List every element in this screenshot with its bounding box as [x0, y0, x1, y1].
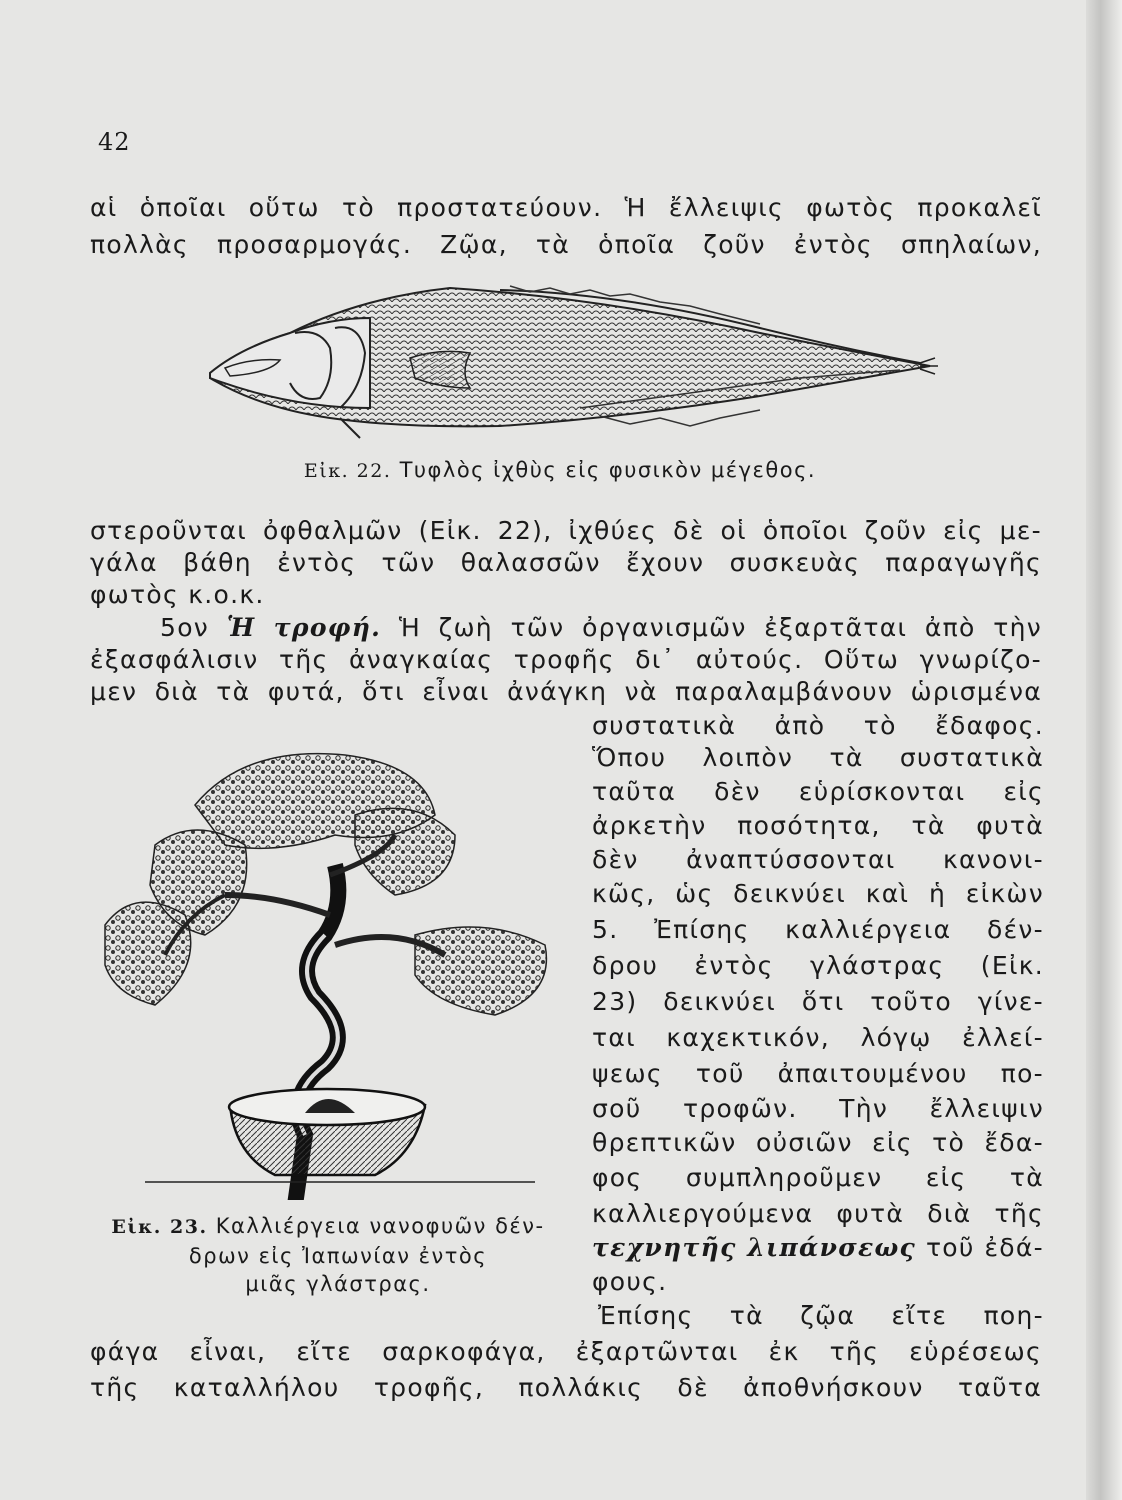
- figure-23-caption-line: δρων εἰς Ἰαπωνίαν ἐντὸς: [188, 1244, 488, 1268]
- section-heading: Ἡ τροφή.: [226, 613, 382, 642]
- section-number: 5ον: [160, 613, 210, 642]
- column-text-line: 5. Ἐπίσης καλλιέργεια δέν-: [592, 915, 1044, 944]
- text-line: φωτὸς κ.ο.κ.: [90, 580, 265, 609]
- column-text-line: δρου ἐντὸς γλάστρας (Εἰκ.: [592, 951, 1044, 980]
- figure-22-caption-text: Τυφλὸς ἰχθὺς εἰς φυσικὸν μέγεθος.: [399, 458, 817, 482]
- column-text-line: 23) δεικνύει ὅτι τοῦτο γίνε-: [592, 987, 1044, 1016]
- column-text-line: κῶς, ὡς δεικνύει καὶ ἡ εἰκὼν: [592, 879, 1044, 908]
- column-text-line: ται καχεκτικόν, λόγῳ ἐλλεί-: [592, 1023, 1044, 1052]
- section-heading-rest: Ἡ ζωὴ τῶν ὀργανισμῶν ἐξαρτᾶται ἀπὸ τὴν: [398, 613, 1042, 642]
- text-line: μεν διὰ τὰ φυτά, ὅτι εἶναι ἀνάγκη νὰ παραλαμβάνουν ὡρισμένα: [90, 677, 1042, 706]
- figure-23-caption-text: Καλλιέργεια νανοφυῶν δέν-: [215, 1214, 545, 1238]
- column-text-line: ψεως τοῦ ἀπαιτουμένου πο-: [592, 1059, 1044, 1088]
- blind-fish-illustration: [200, 278, 940, 448]
- figure-22-caption: [260, 456, 860, 485]
- column-text-line: δὲν ἀναπτύσσονται κανονι-: [592, 845, 1044, 874]
- emphasis-trailing-text: τοῦ ἐδά-: [925, 1233, 1045, 1262]
- column-text-line: συστατικὰ ἀπὸ τὸ ἔδαφος.: [592, 711, 1044, 740]
- text-line: πολλὰς προσαρμογάς. Ζῷα, τὰ ὁποῖα ζοῦν ἐντὸς σπηλαίων,: [90, 230, 1042, 259]
- bonsai-pot-illustration: [95, 735, 565, 1200]
- page-number: 42: [98, 128, 131, 156]
- column-text-line: ταῦτα δὲν εὑρίσκονται εἰς: [592, 777, 1044, 806]
- page-edge-shadow: [1086, 0, 1122, 1500]
- column-text-line: σοῦ τροφῶν. Τὴν ἔλλειψιν: [592, 1094, 1044, 1123]
- figure-23-label: Εἰκ. 23.: [111, 1216, 208, 1238]
- section-heading-line: [160, 612, 1042, 644]
- figure-23-caption-line: [82, 1212, 574, 1241]
- text-line: γάλα βάθη ἐντὸς τῶν θαλασσῶν ἔχουν συσκευὰς παραγωγῆς: [90, 548, 1042, 577]
- text-line: τῆς καταλλήλου τροφῆς, πολλάκις δὲ ἀποθνήσκουν ταῦτα: [90, 1373, 1042, 1402]
- column-text-line: φους.: [592, 1267, 668, 1296]
- column-text-line: θρεπτικῶν οὐσιῶν εἰς τὸ ἔδα-: [592, 1128, 1044, 1157]
- emphasized-term: τεχνητῆς λιπάνσεως: [592, 1233, 917, 1262]
- text-line: φάγα εἶναι, εἴτε σαρκοφάγα, ἐξαρτῶνται ἐκ τῆς εὑρέσεως: [90, 1337, 1042, 1366]
- text-line: στεροῦνται ὀφθαλμῶν (Εἰκ. 22), ἰχθύες δὲ οἱ ὁποῖοι ζοῦν εἰς με-: [90, 516, 1042, 545]
- text-line: ἐξασφάλισιν τῆς ἀναγκαίας τροφῆς δι᾽ αὐτούς. Οὕτω γνωρίζο-: [90, 645, 1042, 674]
- column-text-line: καλλιεργούμενα φυτὰ διὰ τῆς: [592, 1199, 1044, 1228]
- column-text-line: φος συμπληροῦμεν εἰς τὰ: [592, 1163, 1044, 1192]
- column-text-line: ἀρκετὴν ποσότητα, τὰ φυτὰ: [592, 811, 1044, 840]
- text-line: Ἐπίσης τὰ ζῷα εἴτε ποη-: [598, 1301, 1044, 1330]
- text-line: αἱ ὁποῖαι οὕτω τὸ προστατεύουν. Ἡ ἔλλειψις φωτὸς προκαλεῖ: [90, 193, 1042, 222]
- figure-23-caption-line: μιᾶς γλάστρας.: [245, 1272, 431, 1296]
- figure-22-label: Εἰκ. 22.: [303, 460, 392, 482]
- column-text-line: Ὅπου λοιπὸν τὰ συστατικὰ: [592, 743, 1044, 772]
- column-text-line-emphasis: [592, 1232, 1044, 1264]
